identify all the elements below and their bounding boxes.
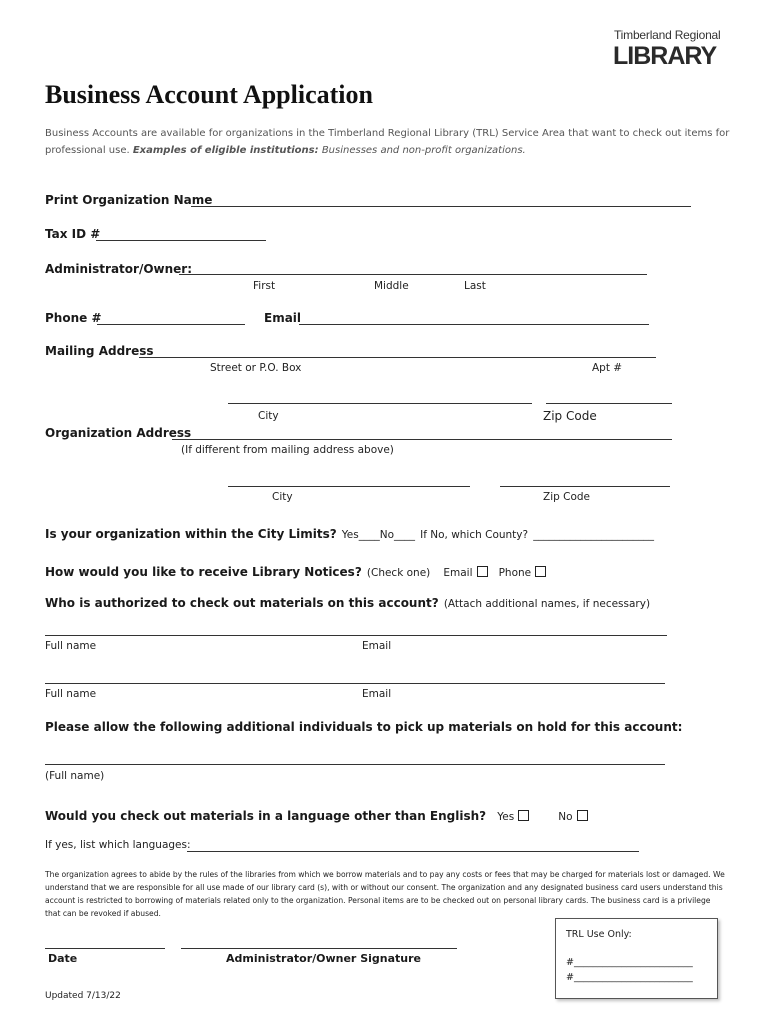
which-county-label: If No, which County? (420, 529, 529, 541)
notice-email-checkbox[interactable] (477, 566, 488, 577)
intro-examples-text: Businesses and non-profit organizations. (321, 145, 526, 156)
language-no-checkbox[interactable] (577, 810, 588, 821)
languages-list-field[interactable] (187, 851, 639, 852)
language-yes-label: Yes (497, 811, 515, 823)
notice-phone-checkbox[interactable] (535, 566, 546, 577)
apt-caption: Apt # (592, 362, 623, 374)
org-city-caption: City (272, 491, 293, 503)
page-title: Business Account Application (45, 80, 373, 109)
logo-library: LIBRARY (613, 42, 717, 70)
pickup-line[interactable] (45, 764, 665, 765)
tax-id-label: Tax ID # (45, 227, 101, 241)
if-different-caption: (If different from mailing address above) (181, 444, 394, 456)
email-caption-1: Email (362, 640, 392, 652)
trl-use-line-2[interactable]: #_________________________ (566, 972, 693, 983)
intro-paragraph (45, 125, 730, 159)
middle-name-caption: Middle (374, 280, 409, 292)
full-name-caption-2: Full name (45, 688, 97, 700)
legal-agreement: The organization agrees to abide by the rules of the libraries from which we borrow materials and to pay any costs or fees that may be charged for materials lost or damaged. We understand that we are responsible for all use made of our library card (s), with or without our consent. The organization and any designated business card users understand this account is restricted to borrowing of materials related only to the organization. Personal items are to be checked out on personal library cards. The business card is a privilege that can be revoked if abused. (45, 870, 725, 918)
full-name-caption-1: Full name (45, 640, 97, 652)
org-address-field[interactable] (172, 439, 672, 440)
pickup-full-name-caption: (Full name) (45, 770, 105, 782)
city-limits-yes: Yes (341, 529, 359, 541)
trl-use-line-1[interactable]: #_________________________ (566, 957, 693, 968)
city-limits-question: Is your organization within the City Limits? (45, 527, 337, 541)
org-address-label: Organization Address (45, 426, 192, 440)
trl-use-hash-1: # (566, 957, 574, 968)
phone-label: Phone # (45, 311, 102, 325)
notice-phone-label: Phone (498, 567, 532, 579)
mailing-address-field[interactable] (139, 357, 656, 358)
city-limits-no-blank[interactable]: ____ (394, 529, 416, 541)
email-caption-2: Email (362, 688, 392, 700)
signature-caption: Administrator/Owner Signature (226, 952, 421, 965)
email-label: Email (264, 311, 302, 325)
authorized-note: (Attach additional names, if necessary) (443, 598, 651, 610)
city-caption: City (258, 410, 279, 422)
language-no-label: No (558, 811, 573, 823)
authorized-question: Who is authorized to check out materials on this account? (45, 596, 439, 610)
logo-subtitle: Timberland Regional (614, 28, 721, 42)
last-name-caption: Last (464, 280, 486, 292)
notice-email-label: Email (443, 567, 473, 579)
authorized-line-1[interactable] (45, 635, 667, 636)
org-name-label: Print Organization Name (45, 193, 213, 207)
mailing-zip-field[interactable] (546, 403, 672, 404)
trl-use-box (555, 918, 718, 999)
city-limits-row (45, 523, 654, 542)
authorized-line-2[interactable] (45, 683, 665, 684)
phone-field[interactable] (97, 324, 245, 325)
admin-owner-label: Administrator/Owner: (45, 262, 193, 276)
first-name-caption: First (253, 280, 276, 292)
mailing-address-label: Mailing Address (45, 344, 154, 358)
org-name-field[interactable] (191, 206, 691, 207)
which-county-field[interactable]: _______________________ (533, 529, 654, 541)
language-row (45, 805, 588, 824)
authorized-row (45, 592, 650, 611)
intro-examples-label: Examples of eligible institutions: (132, 145, 319, 156)
email-field[interactable] (299, 324, 649, 325)
notices-question: How would you like to receive Library Notices? (45, 565, 362, 579)
trl-use-hash-2: # (566, 972, 574, 983)
city-limits-yes-blank[interactable]: ____ (358, 529, 380, 541)
street-caption: Street or P.O. Box (210, 362, 302, 374)
languages-list-label: If yes, list which languages: (45, 839, 191, 851)
zip-caption: Zip Code (543, 409, 597, 423)
check-one-note: (Check one) (366, 567, 431, 579)
language-question: Would you check out materials in a language other than English? (45, 809, 487, 823)
org-city-field[interactable] (228, 486, 470, 487)
org-zip-caption: Zip Code (543, 491, 590, 503)
org-zip-field[interactable] (500, 486, 670, 487)
admin-owner-field[interactable] (179, 274, 647, 275)
language-yes-checkbox[interactable] (518, 810, 529, 821)
trl-use-title: TRL Use Only: (566, 929, 632, 940)
date-caption: Date (48, 952, 78, 965)
signature-field[interactable] (181, 948, 457, 949)
pickup-question: Please allow the following additional individuals to pick up materials on hold for this account: (45, 720, 683, 734)
date-field[interactable] (45, 948, 165, 949)
mailing-city-field[interactable] (228, 403, 532, 404)
notices-row (45, 561, 546, 580)
tax-id-field[interactable] (96, 240, 266, 241)
updated-date: Updated 7/13/22 (45, 991, 121, 1001)
intro-text: Business Accounts are available for organizations in the Timberland Regional Library (TRL) Service Area that want to check out items for professional use. (45, 128, 730, 156)
city-limits-no: No (379, 529, 395, 541)
